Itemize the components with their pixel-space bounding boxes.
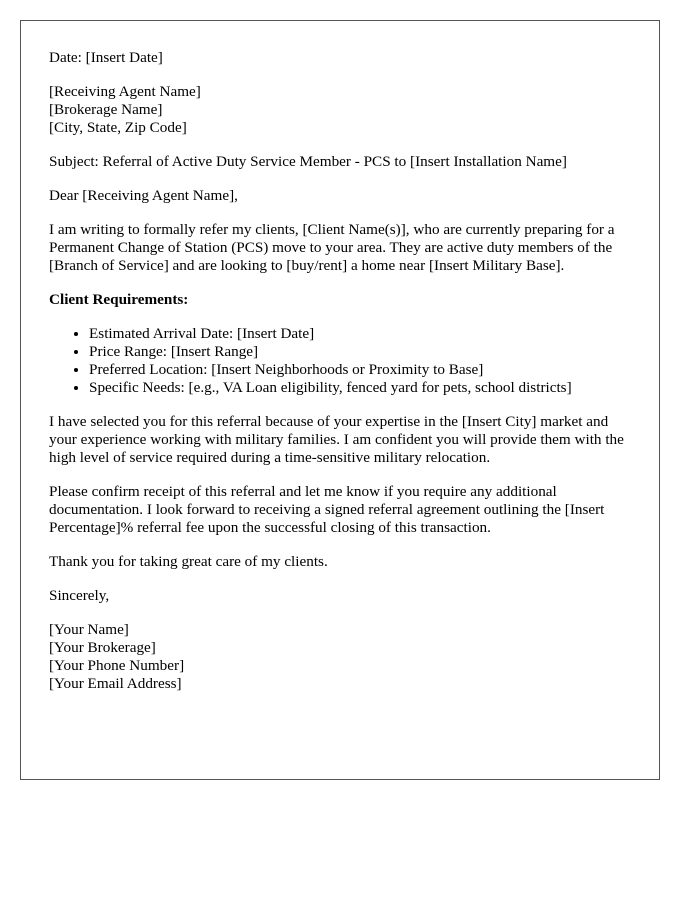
signature-name: [Your Name]: [49, 621, 129, 638]
signature-block: [49, 621, 631, 693]
signature-brokerage: [Your Brokerage]: [49, 639, 156, 656]
signature-phone: [Your Phone Number]: [49, 657, 185, 674]
subject-line: Subject: Referral of Active Duty Service Member - PCS to [Insert Installation Name]: [49, 153, 567, 170]
requirements-list: [49, 325, 631, 397]
thanks-line: Thank you for taking great care of my clients.: [49, 553, 328, 570]
requirements-heading: Client Requirements:: [49, 291, 189, 308]
confirm-paragraph: Please confirm receipt of this referral and let me know if you require any additional documentation. I look forward to receiving a signed referral agreement outlining the [Insert Percentage]% referral fee upon the successful closing of this transaction.: [49, 483, 605, 536]
requirement-specific-needs: • Specific Needs: [e.g., VA Loan eligibility, fenced yard for pets, school districts]: [89, 379, 631, 397]
recipient-brokerage-name: [Brokerage Name]: [49, 101, 163, 118]
selection-paragraph: I have selected you for this referral because of your expertise in the [Insert City] market and your experience working with military families. I am confident you will provide them with the high level of service required during a time-sensitive military relocation.: [49, 413, 624, 466]
recipient-city-state-zip: [City, State, Zip Code]: [49, 119, 187, 136]
requirement-price-range: • Price Range: [Insert Range]: [89, 343, 631, 361]
recipient-block: [49, 83, 631, 137]
requirement-preferred-location: • Preferred Location: [Insert Neighborhoods or Proximity to Base]: [89, 361, 631, 379]
salutation: Dear [Receiving Agent Name],: [49, 187, 238, 204]
recipient-agent-name: [Receiving Agent Name]: [49, 83, 201, 100]
closing-line: Sincerely,: [49, 587, 110, 604]
intro-paragraph: I am writing to formally refer my clients, [Client Name(s)], who are currently preparing for a Permanent Change of Station (PCS) move to your area. They are active duty members of the [Branch of Service] and are looking to [buy/rent] a home near [Insert Military Base].: [49, 221, 615, 274]
signature-email: [Your Email Address]: [49, 675, 182, 692]
referral-letter: [20, 20, 660, 780]
date-line: Date: [Insert Date]: [49, 49, 163, 66]
requirement-arrival-date: • Estimated Arrival Date: [Insert Date]: [89, 325, 631, 343]
